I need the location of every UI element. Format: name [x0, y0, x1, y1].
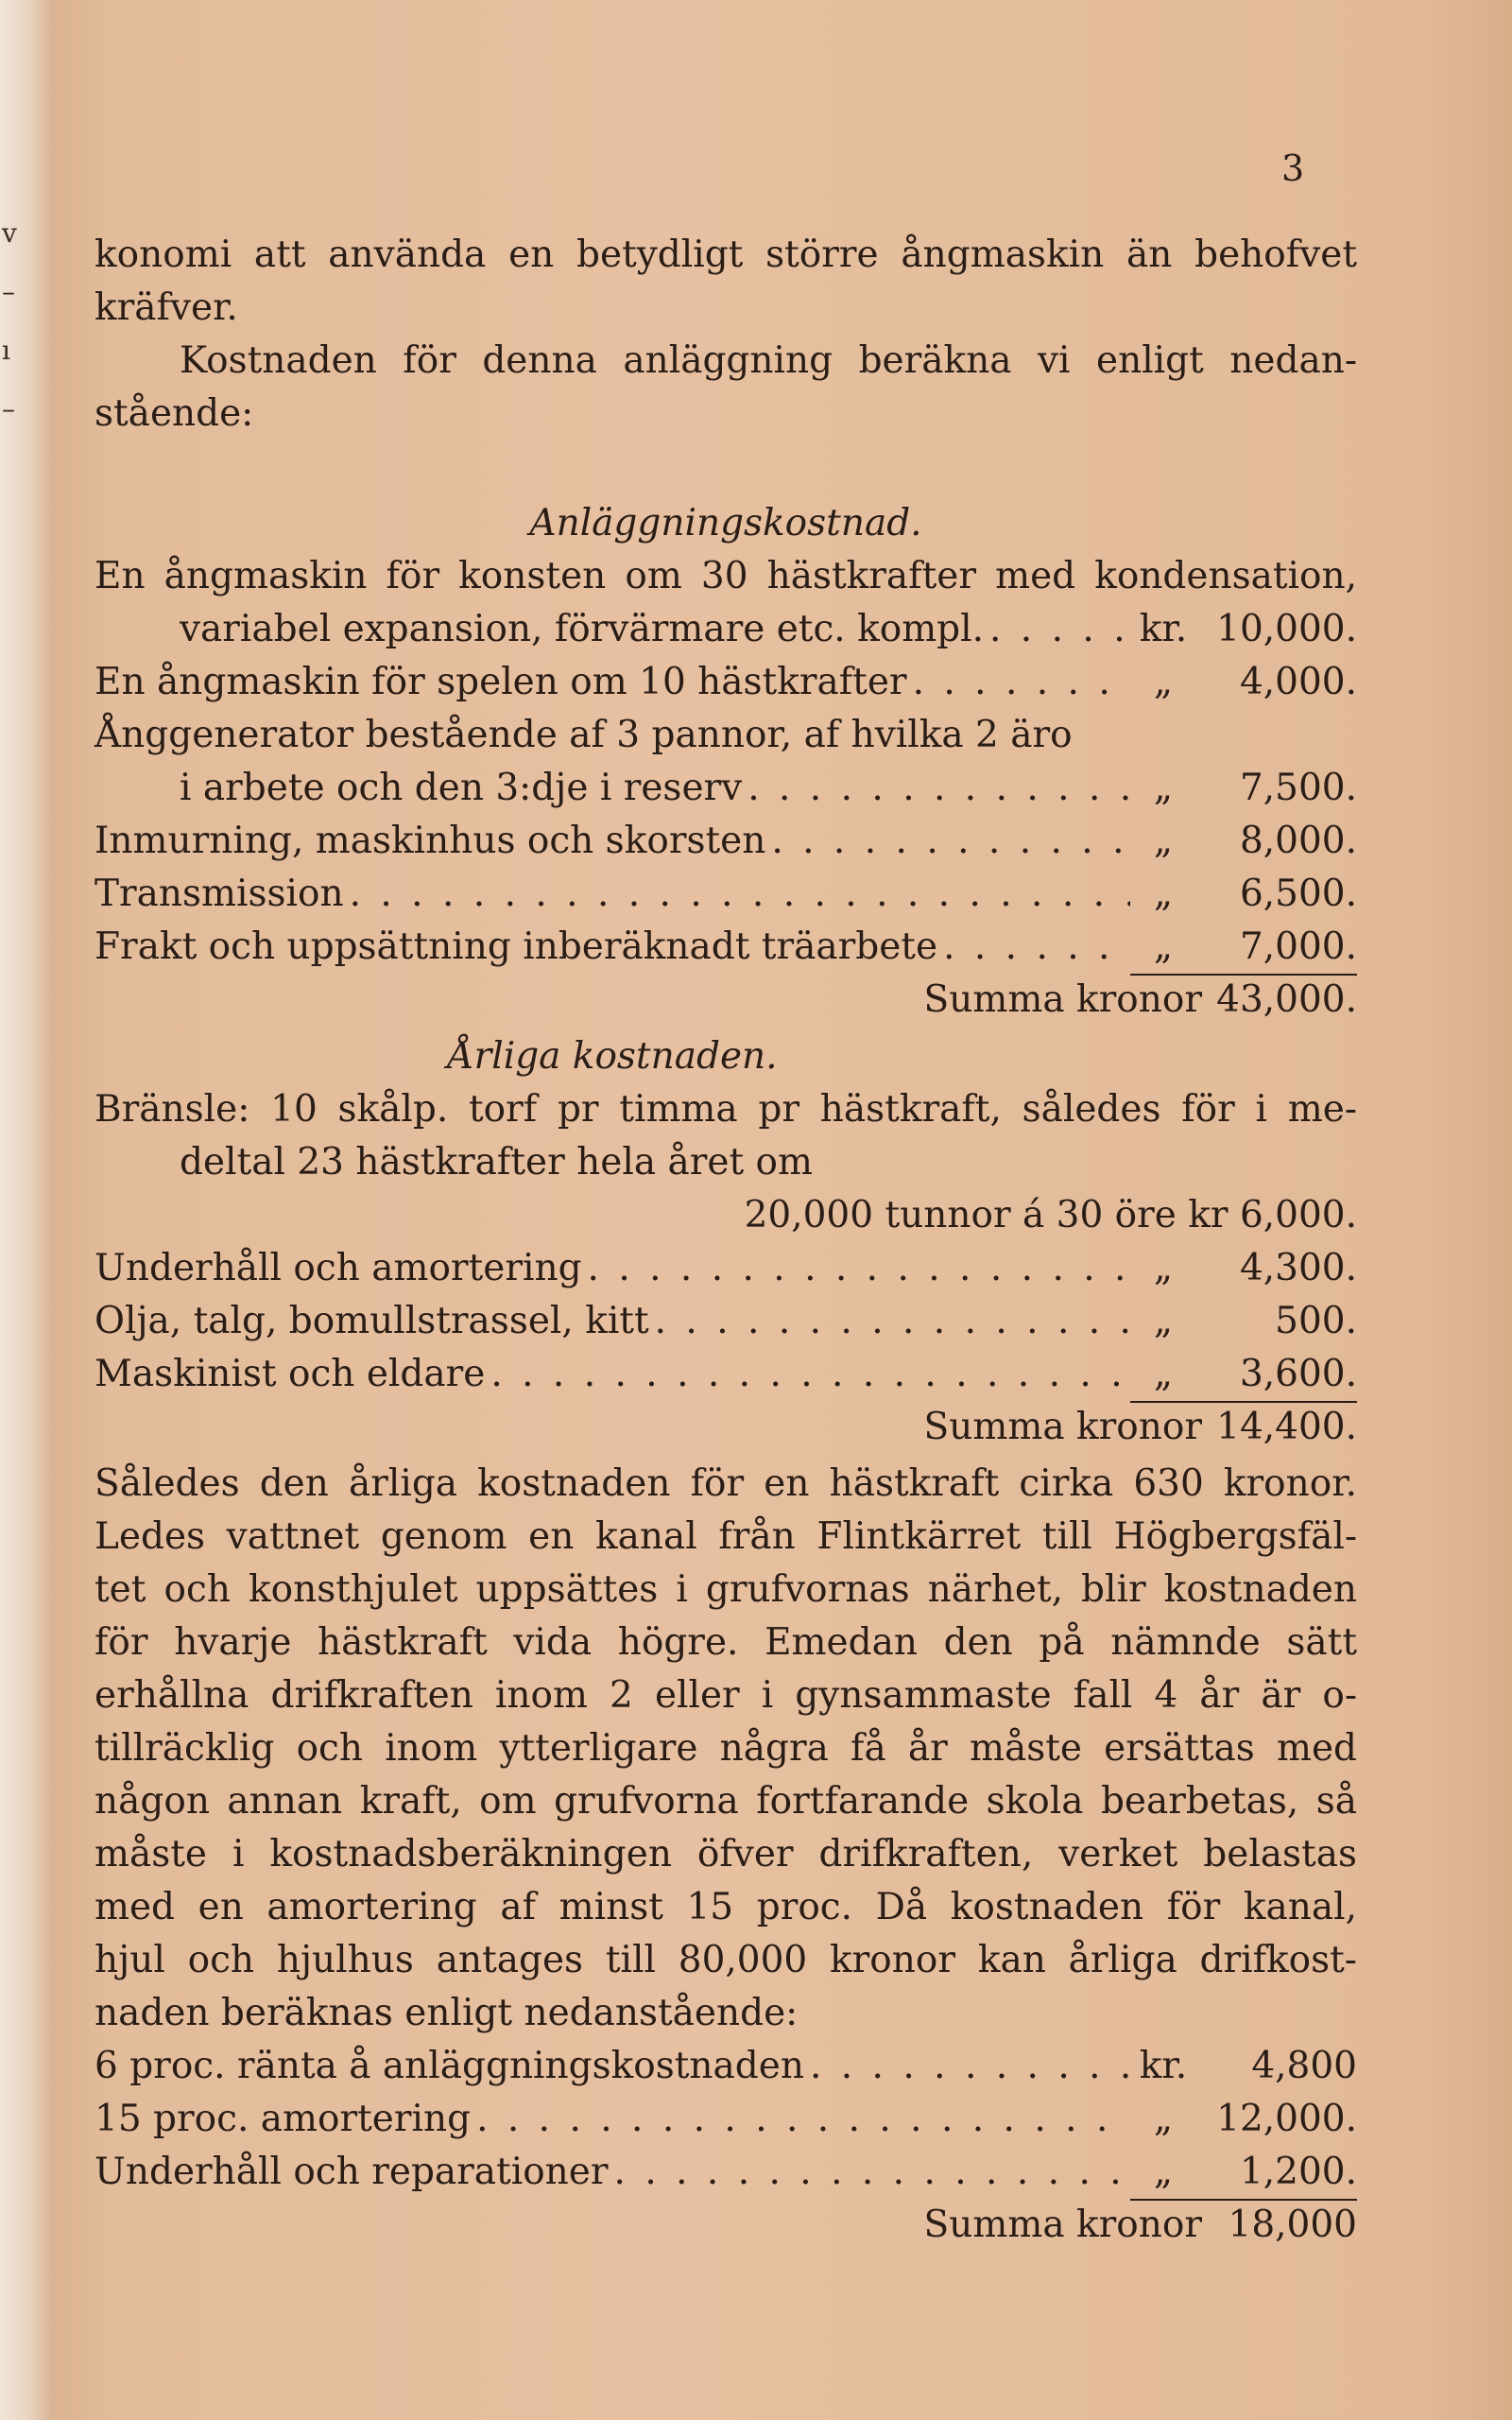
body-line: erhållna drifkraften inom 2 eller i gynsammaste fall 4 år är o- [94, 1674, 1357, 1717]
cost-label: Maskinist och eldare [94, 1353, 486, 1395]
cost-amount: 7,000. [1239, 925, 1357, 968]
section-heading-installation: Anläggningskostnad. [529, 502, 922, 544]
sum-row-drive [94, 2199, 1357, 2256]
cost-amount: 1,200. [1239, 2151, 1357, 2193]
leader-dots [582, 1242, 1130, 1295]
sum-value: 43,000. [1216, 978, 1357, 1021]
cost-unit: „ [1153, 925, 1174, 968]
installation-item-line: Ånggenerator bestående af 3 pannor, af hvilka 2 äro [94, 714, 1073, 756]
cost-row [94, 1295, 1357, 1348]
cost-row [94, 868, 1357, 921]
sum-value: 18,000 [1228, 2204, 1357, 2246]
cost-row [94, 656, 1357, 709]
cost-unit: „ [1153, 873, 1174, 915]
intro-line: konomi att använda en betydligt större ångmaskin än behofvet [94, 233, 1357, 276]
sum-rule [1130, 2199, 1357, 2201]
body-line: tet och konsthjulet uppsättes i grufvornas närhet, blir kostnaden [94, 1568, 1357, 1611]
leader-dots [742, 762, 1130, 815]
leader-dots [804, 2040, 1130, 2093]
sum-row-installation [94, 974, 1357, 1030]
page-number: 3 [1281, 147, 1305, 189]
cost-row [94, 762, 1357, 815]
installation-item-line: En ångmaskin för konsten om 30 hästkrafter med kondensation, [94, 555, 1357, 597]
body-line: för hvarje hästkraft vida högre. Emedan den på nämnde sätt [94, 1621, 1357, 1664]
leader-dots [609, 2146, 1130, 2199]
cost-label: Frakt och uppsättning inberäknadt träarbete [94, 925, 938, 968]
cost-label: Underhåll och amortering [94, 1247, 582, 1289]
cost-amount: 4,300. [1239, 1247, 1357, 1289]
intro-line: stående: [94, 392, 254, 435]
cost-label: i arbete och den 3:dje i reserv [180, 767, 743, 809]
leader-dots [485, 1348, 1130, 1401]
cost-label: variabel expansion, förvärmare etc. kompl. [180, 608, 985, 650]
body-line: Således den årliga kostnaden för en hästkraft cirka 630 kronor. [94, 1462, 1357, 1505]
cost-row [94, 921, 1357, 974]
fuel-line: deltal 23 hästkrafter hela året om [180, 1141, 813, 1184]
leader-dots [471, 2093, 1130, 2146]
cost-row [94, 603, 1357, 656]
cost-unit: „ [1153, 820, 1174, 862]
cost-amount: 3,600. [1239, 1353, 1357, 1395]
margin-mark: – [2, 276, 15, 307]
leader-dots [937, 921, 1130, 974]
cost-label: Olja, talg, bomullstrassel, kitt [94, 1300, 649, 1342]
body-line: måste i kostnadsberäkningen öfver drifkraften, verket belastas [94, 1833, 1357, 1876]
body-line: någon annan kraft, om grufvorna fortfarande skola bearbetas, så [94, 1780, 1357, 1823]
fuel-line: Bränsle: 10 skålp. torf pr timma pr hästkraft, således för i me- [94, 1088, 1357, 1131]
leader-dots [907, 656, 1130, 709]
cost-amount: 7,500. [1239, 767, 1357, 809]
cost-label: 15 proc. amortering [94, 2098, 472, 2140]
cost-amount: 6,500. [1239, 873, 1357, 915]
sum-rule [1130, 974, 1357, 976]
cost-label: Inmurning, maskinhus och skorsten [94, 820, 766, 862]
leader-dots [344, 868, 1130, 921]
section-heading-annual: Årliga kostnaden. [447, 1035, 778, 1078]
cost-label: En ångmaskin för spelen om 10 hästkrafter [94, 661, 907, 703]
leader-dots [765, 815, 1130, 868]
sum-label: Summa kronor [923, 978, 1202, 1021]
margin-marks [2, 204, 17, 439]
cost-amount: 12,000. [1216, 2098, 1357, 2140]
cost-unit: „ [1153, 661, 1174, 703]
sum-rule [1130, 1401, 1357, 1403]
cost-amount: 8,000. [1239, 820, 1357, 862]
sum-label: Summa kronor [923, 2204, 1202, 2246]
margin-mark: ı [2, 335, 10, 366]
intro-line: kräfver. [94, 286, 238, 329]
margin-mark: – [2, 393, 15, 424]
leader-dots [649, 1295, 1130, 1348]
sum-label: Summa kronor [923, 1406, 1202, 1448]
cost-row [94, 815, 1357, 868]
cost-row [94, 2093, 1357, 2146]
sum-value: 14,400. [1216, 1406, 1357, 1448]
body-line: naden beräknas enligt nedanstående: [94, 1992, 799, 2034]
leader-dots [984, 603, 1130, 656]
cost-unit: „ [1153, 2151, 1174, 2193]
cost-unit: kr. [1139, 608, 1188, 650]
cost-unit: „ [1153, 1353, 1174, 1395]
cost-unit: „ [1153, 2098, 1174, 2140]
body-line: med en amortering af minst 15 proc. Då kostnaden för kanal, [94, 1886, 1357, 1928]
body-line: Ledes vattnet genom en kanal från Flintkärret till Högbergsfäl- [94, 1515, 1357, 1558]
cost-label: Transmission [94, 873, 344, 915]
cost-label: Underhåll och reparationer [94, 2151, 609, 2193]
fuel-line: 20,000 tunnor á 30 öre kr 6,000. [744, 1194, 1357, 1236]
cost-unit: kr. [1139, 2045, 1188, 2087]
cost-amount: 4,800 [1251, 2045, 1357, 2087]
cost-amount: 500. [1275, 1300, 1357, 1342]
cost-amount: 10,000. [1216, 608, 1357, 650]
document-text [94, 229, 1357, 2256]
sum-row-annual [94, 1401, 1357, 1458]
cost-unit: „ [1153, 1247, 1174, 1289]
body-line: tillräcklig och inom ytterligare några få år måste ersättas med [94, 1727, 1357, 1770]
cost-row [94, 1242, 1357, 1295]
cost-row [94, 2040, 1357, 2093]
intro-line: Kostnaden för denna anläggning beräkna vi enligt nedan- [180, 339, 1357, 382]
margin-mark: v [2, 217, 17, 249]
cost-row [94, 1348, 1357, 1401]
cost-amount: 4,000. [1239, 661, 1357, 703]
cost-unit: „ [1153, 767, 1174, 809]
body-line: hjul och hjulhus antages till 80,000 kronor kan årliga drifkost- [94, 1939, 1357, 1981]
cost-label: 6 proc. ränta å anläggningskostnaden [94, 2045, 804, 2087]
cost-row [94, 2146, 1357, 2199]
cost-unit: „ [1153, 1300, 1174, 1342]
